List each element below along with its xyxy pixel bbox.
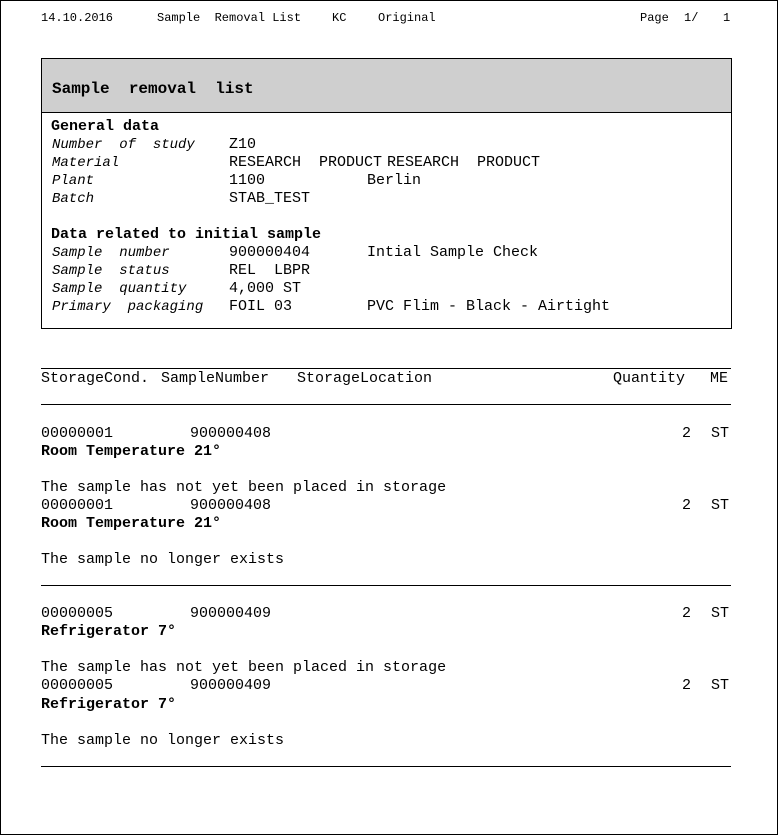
row-unit: ST [711, 425, 730, 442]
report-user: KC [332, 11, 347, 25]
row-quantity: 2 [681, 605, 691, 622]
row-storage-cond: 00000005 [41, 605, 114, 622]
report-copy-type: Original [378, 11, 436, 25]
table-top-rule [41, 368, 731, 369]
initial-label: Sample quantity [52, 281, 187, 297]
row-status: The sample has not yet been placed in storage [41, 479, 447, 496]
row-condition-desc: Refrigerator 7° [41, 623, 177, 640]
row-sample-number: 900000409 [190, 605, 272, 622]
general-extra: RESEARCH PRODUCT [387, 154, 541, 171]
general-value: Z10 [229, 136, 257, 153]
row-sample-number: 900000408 [190, 497, 272, 514]
row-condition-desc: Room Temperature 21° [41, 443, 222, 460]
report-name: Sample Removal List [157, 11, 302, 25]
page-number: 1/ [684, 11, 699, 25]
initial-label: Primary packaging [52, 299, 204, 315]
report-date: 14.10.2016 [41, 11, 114, 25]
box-title: Sample removal list [52, 80, 254, 98]
general-label: Plant [52, 173, 95, 189]
table-header-rule [41, 404, 731, 405]
row-storage-cond: 00000001 [41, 425, 114, 442]
row-storage-cond: 00000001 [41, 497, 114, 514]
initial-value: REL LBPR [229, 262, 311, 279]
col-header-unit: ME [710, 370, 729, 387]
general-extra: Berlin [367, 172, 422, 189]
general-value: 1100 [229, 172, 266, 189]
row-unit: ST [711, 497, 730, 514]
col-header-storage-cond: StorageCond. [41, 370, 150, 387]
col-header-storage-location: StorageLocation [297, 370, 433, 387]
row-status: The sample no longer exists [41, 732, 285, 749]
initial-extra: PVC Flim - Black - Airtight [367, 298, 611, 315]
row-unit: ST [711, 605, 730, 622]
initial-extra: Intial Sample Check [367, 244, 539, 261]
group-separator-rule [41, 585, 731, 586]
row-sample-number: 900000409 [190, 677, 272, 694]
row-condition-desc: Room Temperature 21° [41, 515, 222, 532]
initial-sample-heading: Data related to initial sample [51, 226, 322, 243]
row-condition-desc: Refrigerator 7° [41, 696, 177, 713]
initial-label: Sample status [52, 263, 170, 279]
general-label: Batch [52, 191, 95, 207]
general-label: Material [52, 155, 120, 171]
row-sample-number: 900000408 [190, 425, 272, 442]
table-bottom-rule [41, 766, 731, 767]
general-value: STAB_TEST [229, 190, 311, 207]
initial-value: 4,000 ST [229, 280, 302, 297]
col-header-quantity: Quantity [613, 370, 686, 387]
initial-label: Sample number [52, 245, 170, 261]
row-status: The sample has not yet been placed in storage [41, 659, 447, 676]
page-total: 1 [723, 11, 731, 25]
col-header-sample-number: SampleNumber [161, 370, 270, 387]
row-quantity: 2 [681, 677, 691, 694]
initial-value: FOIL 03 [229, 298, 293, 315]
page-label: Page [640, 11, 669, 25]
row-status: The sample no longer exists [41, 551, 285, 568]
row-quantity: 2 [681, 425, 691, 442]
general-value: RESEARCH PRODUCT [229, 154, 383, 171]
initial-value: 900000404 [229, 244, 311, 261]
sample-info-box [41, 58, 732, 329]
general-data-heading: General data [51, 118, 160, 135]
row-storage-cond: 00000005 [41, 677, 114, 694]
row-quantity: 2 [681, 497, 691, 514]
general-label: Number of study [52, 137, 195, 153]
row-unit: ST [711, 677, 730, 694]
